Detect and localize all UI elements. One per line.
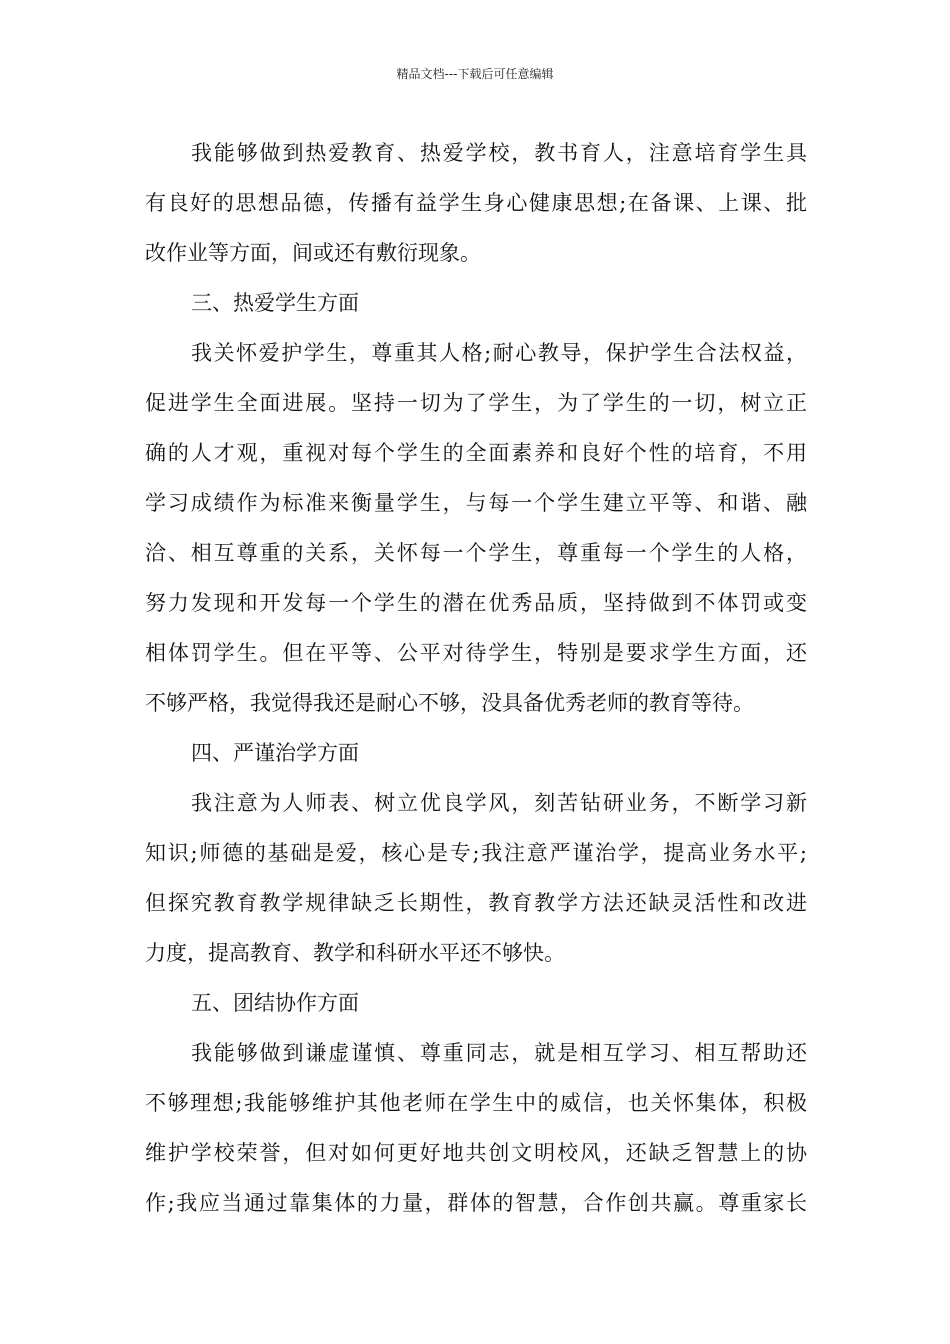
paragraph-line: 知识;师德的基础是爱，核心是专;我注意严谨治学，提高业务水平; [145, 841, 807, 865]
paragraph-line: 我能够做到热爱教育、热爱学校，教书育人，注意培育学生具 [191, 141, 807, 165]
paragraph-line: 学习成绩作为标准来衡量学生，与每一个学生建立平等、和谐、融 [145, 491, 807, 515]
paragraph-line: 但探究教育教学规律缺乏长期性，教育教学方法还缺灵活性和改进 [145, 891, 807, 915]
paragraph-line: 不够理想;我能够维护其他老师在学生中的威信，也关怀集体，积极 [145, 1091, 807, 1115]
paragraph-line: 我关怀爱护学生，尊重其人格;耐心教导，保护学生合法权益， [191, 341, 807, 365]
paragraph-line: 不够严格，我觉得我还是耐心不够，没具备优秀老师的教育等待。 [145, 691, 754, 715]
document-body [145, 128, 807, 1228]
paragraph-line: 有良好的思想品德，传播有益学生身心健康思想;在备课、上课、批 [145, 191, 807, 215]
page-header: 精品文档---下载后可任意编辑 [396, 67, 554, 81]
paragraph-line: 五、团结协作方面 [191, 991, 359, 1015]
paragraph-line: 维护学校荣誉，但对如何更好地共创文明校风，还缺乏智慧上的协 [145, 1141, 807, 1165]
paragraph-line: 确的人才观，重视对每个学生的全面素养和良好个性的培育，不用 [145, 441, 807, 465]
paragraph-line: 我能够做到谦虚谨慎、尊重同志，就是相互学习、相互帮助还 [191, 1041, 807, 1065]
paragraph-line: 相体罚学生。但在平等、公平对待学生，特别是要求学生方面，还 [145, 641, 807, 665]
paragraph-line: 我注意为人师表、树立优良学风，刻苦钻研业务，不断学习新 [191, 791, 807, 815]
paragraph-line: 三、热爱学生方面 [191, 291, 359, 315]
paragraph-line: 洽、相互尊重的关系，关怀每一个学生，尊重每一个学生的人格， [145, 541, 807, 565]
paragraph-line: 促进学生全面进展。坚持一切为了学生，为了学生的一切，树立正 [145, 391, 807, 415]
paragraph-line: 力度，提高教育、教学和科研水平还不够快。 [145, 941, 565, 965]
paragraph-line: 四、严谨治学方面 [191, 741, 359, 765]
paragraph-line: 努力发现和开发每一个学生的潜在优秀品质，坚持做到不体罚或变 [145, 591, 807, 615]
paragraph-line: 改作业等方面，间或还有敷衍现象。 [145, 241, 481, 265]
paragraph-line: 作;我应当通过靠集体的力量，群体的智慧，合作创共赢。尊重家长 [145, 1191, 807, 1215]
